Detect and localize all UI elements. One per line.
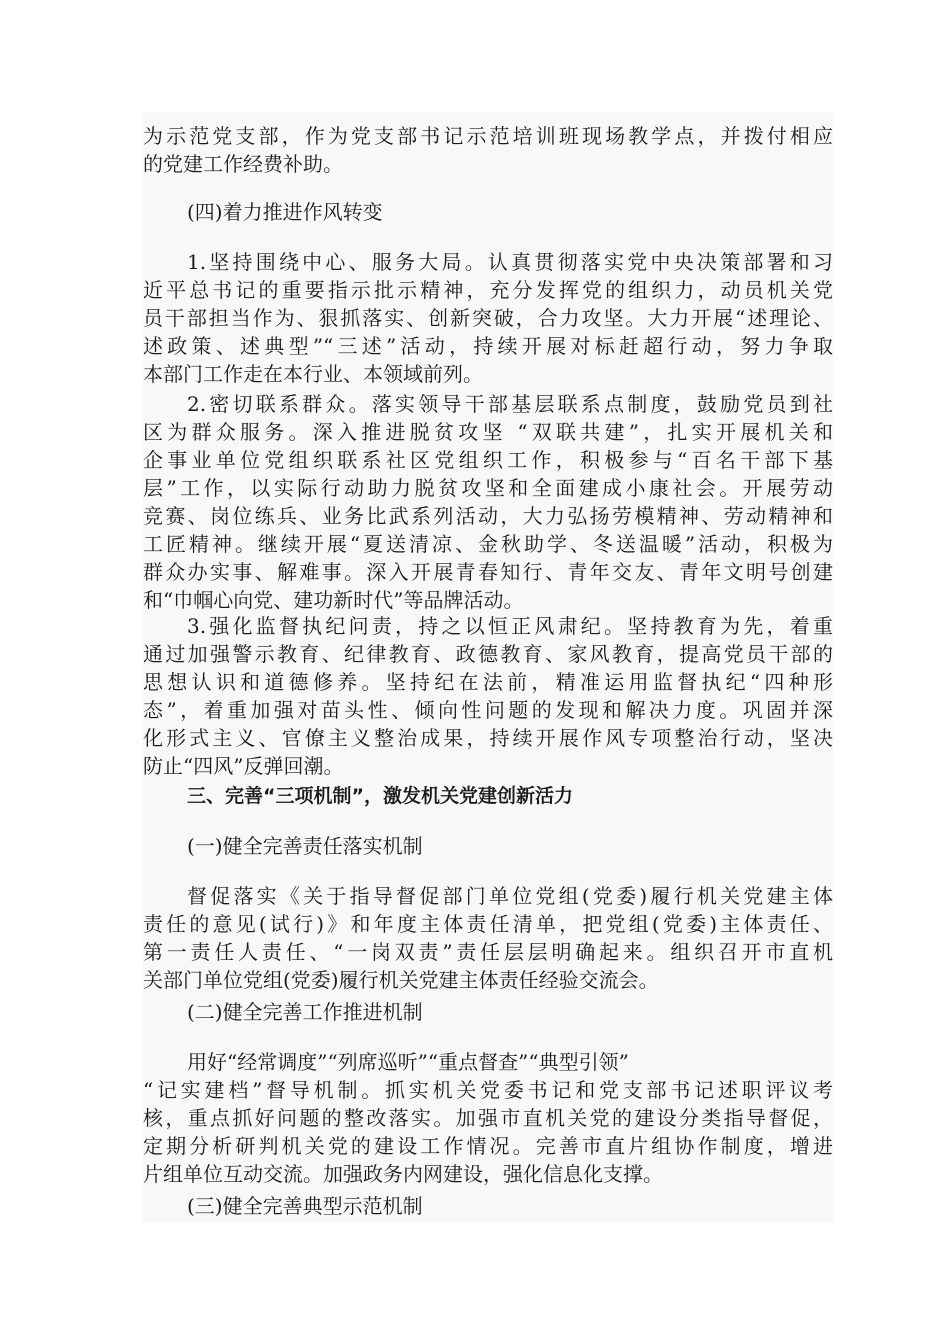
text-line: 竞赛、岗位练兵、业务比武系列活动，大力弘扬劳模精神、劳动精神和	[143, 504, 833, 528]
text-line: 责任的意见(试行)》和年度主体责任清单，把党组(党委)主体责任、	[143, 912, 833, 936]
subheading-text: (四)着力推进作风转变	[187, 200, 383, 224]
section-heading-text: 三、完善“三项机制”，激发机关党建创新活力	[187, 785, 573, 807]
text-line: 定期分析研判机关党的建设工作情况。完善市直片组协作制度，增进	[143, 1134, 833, 1158]
text-line: 工匠精神。继续开展“夏送清凉、金秋助学、冬送温暖”活动，积极为	[143, 532, 833, 556]
text-line: 本部门工作走在本行业、本领域前列。	[143, 362, 483, 386]
text-line: 思想认识和道德修养。坚持纪在法前，精准运用监督执纪“四种形	[143, 670, 833, 694]
text-line: 化形式主义、官僚主义整治成果，持续开展作风专项整治行动，坚决	[143, 726, 833, 750]
subheading-4	[143, 198, 833, 226]
paragraph-item-2	[143, 390, 833, 614]
text-line: 防止“四风”反弹回潮。	[143, 754, 344, 778]
text-line: 区为群众服务。深入推进脱贫攻坚 “双联共建”，扎实开展机关和	[143, 420, 833, 444]
section-heading-3	[143, 782, 833, 810]
text-line: 2.密切联系群众。落实领导干部基层联系点制度，鼓励党员到社	[187, 392, 833, 416]
paragraph-item-3	[143, 612, 833, 780]
paragraph-3-2	[143, 1048, 833, 1188]
text-column	[143, 112, 833, 1222]
paragraph-3-1	[143, 882, 833, 994]
text-line: 通过加强警示教育、纪律教育、政德教育、家风教育，提高党员干部的	[143, 642, 833, 666]
text-line: 为示范党支部，作为党支部书记示范培训班现场教学点，并拨付相应	[143, 124, 833, 148]
text-line: 用好“经常调度”“列席巡听”“重点督查”“典型引领”	[187, 1050, 629, 1074]
text-line: 态”，着重加强对苗头性、倾向性问题的发现和解决力度。巩固并深	[143, 698, 833, 722]
subheading-text: (一)健全完善责任落实机制	[187, 834, 423, 858]
subheading-3-1	[143, 832, 833, 860]
text-line: 群众办实事、解难事。深入开展青春知行、青年交友、青年文明号创建	[143, 560, 833, 584]
paragraph-item-1	[143, 248, 833, 388]
subheading-text: (二)健全完善工作推进机制	[187, 1000, 423, 1024]
text-line: 近平总书记的重要指示批示精神，充分发挥党的组织力，动员机关党	[143, 278, 833, 302]
text-line: 述政策、述典型”“三述”活动，持续开展对标赶超行动，努力争取	[143, 334, 833, 358]
text-line: 层”工作，以实际行动助力脱贫攻坚和全面建成小康社会。开展劳动	[143, 476, 833, 500]
subheading-text: (三)健全完善典型示范机制	[187, 1194, 423, 1218]
text-line: 关部门单位党组(党委)履行机关党建主体责任经验交流会。	[143, 968, 659, 992]
text-line: 1.坚持围绕中心、服务大局。认真贯彻落实党中央决策部署和习	[187, 250, 833, 274]
text-line: 核，重点抓好问题的整改落实。加强市直机关党的建设分类指导督促，	[143, 1106, 833, 1130]
text-line: 督促落实《关于指导督促部门单位党组(党委)履行机关党建主体	[187, 884, 833, 908]
text-line: 第一责任人责任、“一岗双责”责任层层明确起来。组织召开市直机	[143, 940, 833, 964]
subheading-3-2	[143, 998, 833, 1026]
subheading-3-3	[143, 1192, 833, 1220]
text-line: “记实建档”督导机制。抓实机关党委书记和党支部书记述职评议考	[143, 1078, 833, 1102]
text-line: 和“巾帼心向党、建功新时代”等品牌活动。	[143, 588, 524, 612]
text-line: 的党建工作经费补助。	[143, 152, 343, 176]
text-line: 3.强化监督执纪问责，持之以恒正风肃纪。坚持教育为先，着重	[187, 614, 833, 638]
text-line: 员干部担当作为、狠抓落实、创新突破，合力攻坚。大力开展“述理论、	[143, 306, 833, 330]
text-line: 片组单位互动交流。加强政务内网建设，强化信息化支撑。	[143, 1162, 663, 1186]
paragraph-intro-tail	[143, 122, 833, 178]
text-line: 企事业单位党组织联系社区党组织工作，积极参与“百名干部下基	[143, 448, 833, 472]
